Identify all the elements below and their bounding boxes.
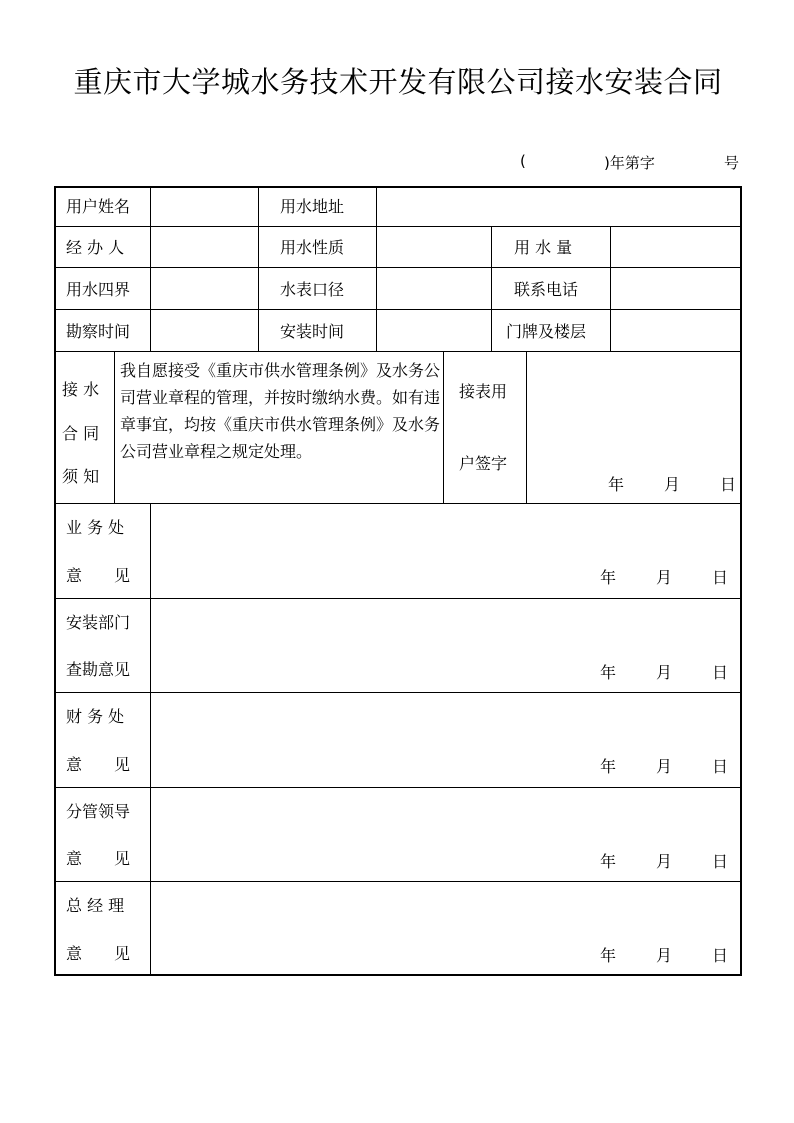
business-opinion-label-line1: 业 务 处 (66, 518, 125, 537)
gm-opinion-label-line2: 意 见 (66, 944, 131, 963)
contact-phone-label: 联系电话 (514, 280, 579, 299)
leader-opinion-label-line2: 意 见 (66, 849, 131, 868)
survey-time-label: 勘察时间 (66, 322, 131, 341)
row-divider (56, 787, 740, 788)
user-name-label: 用户姓名 (66, 197, 131, 216)
leader-date-year: 年 (600, 852, 617, 871)
finance-date-year: 年 (600, 757, 617, 776)
column-divider (150, 503, 151, 976)
notice-text: 我自愿接受《重庆市供水管理条例》及水务公司营业章程的管理，并按时缴纳水费。如有违章事宜，均按《重庆市供水管理条例》及水务公司营业章程之规定处理。 (120, 361, 441, 461)
water-boundaries-label: 用水四界 (66, 280, 131, 299)
water-volume-label: 用 水 量 (514, 238, 573, 257)
install-time-label: 安装时间 (280, 322, 345, 341)
notice-label-line2: 合 同 (62, 424, 100, 443)
document-number (0, 152, 794, 174)
column-divider (610, 226, 611, 351)
water-nature-label: 用水性质 (280, 238, 345, 257)
gm-opinion-label-line1: 总 经 理 (66, 896, 125, 915)
door-floor-label: 门牌及楼层 (506, 322, 587, 341)
finance-opinion-label-line1: 财 务 处 (66, 707, 125, 726)
handler-label: 经 办 人 (66, 238, 125, 257)
water-address-label: 用水地址 (280, 197, 345, 216)
install-date-month: 月 (656, 663, 673, 682)
install-opinion-label-line2: 查勘意见 (66, 660, 131, 679)
contract-form (54, 186, 742, 976)
doc-number-paren-open: ( (520, 152, 526, 170)
sign-date-month: 月 (664, 475, 681, 494)
install-opinion-label-line1: 安装部门 (66, 613, 131, 632)
finance-opinion-label-line2: 意 见 (66, 755, 131, 774)
gm-date-day: 日 (712, 946, 729, 965)
row-divider (56, 503, 740, 504)
install-date-year: 年 (600, 663, 617, 682)
row-divider (56, 226, 740, 227)
leader-date-day: 日 (712, 852, 729, 871)
sign-date-day: 日 (720, 475, 737, 494)
finance-date-month: 月 (656, 757, 673, 776)
business-opinion-label-line2: 意 见 (66, 566, 131, 585)
gm-date-year: 年 (600, 946, 617, 965)
column-divider (114, 351, 115, 503)
meter-caliber-label: 水表口径 (280, 280, 345, 299)
business-date-day: 日 (712, 568, 729, 587)
row-divider (56, 351, 740, 352)
doc-number-suffix: 号 (724, 154, 740, 172)
page-title: 重庆市大学城水务技术开发有限公司接水安装合同 (73, 65, 723, 99)
finance-date-day: 日 (712, 757, 729, 776)
doc-number-year-text: )年第字 (604, 154, 655, 172)
row-divider (56, 309, 740, 310)
row-divider (56, 881, 740, 882)
sign-label-line1: 接表用 (459, 382, 508, 401)
install-date-day: 日 (712, 663, 729, 682)
notice-label-line3: 须 知 (62, 467, 100, 486)
notice-label-line1: 接 水 (62, 380, 100, 399)
business-date-year: 年 (600, 568, 617, 587)
sign-label-line2: 户签字 (459, 454, 508, 473)
column-divider (376, 188, 377, 351)
business-date-month: 月 (656, 568, 673, 587)
column-divider (443, 351, 444, 503)
column-divider (258, 188, 259, 351)
row-divider (56, 692, 740, 693)
leader-date-month: 月 (656, 852, 673, 871)
gm-date-month: 月 (656, 946, 673, 965)
column-divider (150, 188, 151, 351)
column-divider (526, 351, 527, 503)
row-divider (56, 267, 740, 268)
leader-opinion-label-line1: 分管领导 (66, 802, 131, 821)
sign-date-year: 年 (608, 475, 625, 494)
row-divider (56, 598, 740, 599)
column-divider (491, 226, 492, 351)
